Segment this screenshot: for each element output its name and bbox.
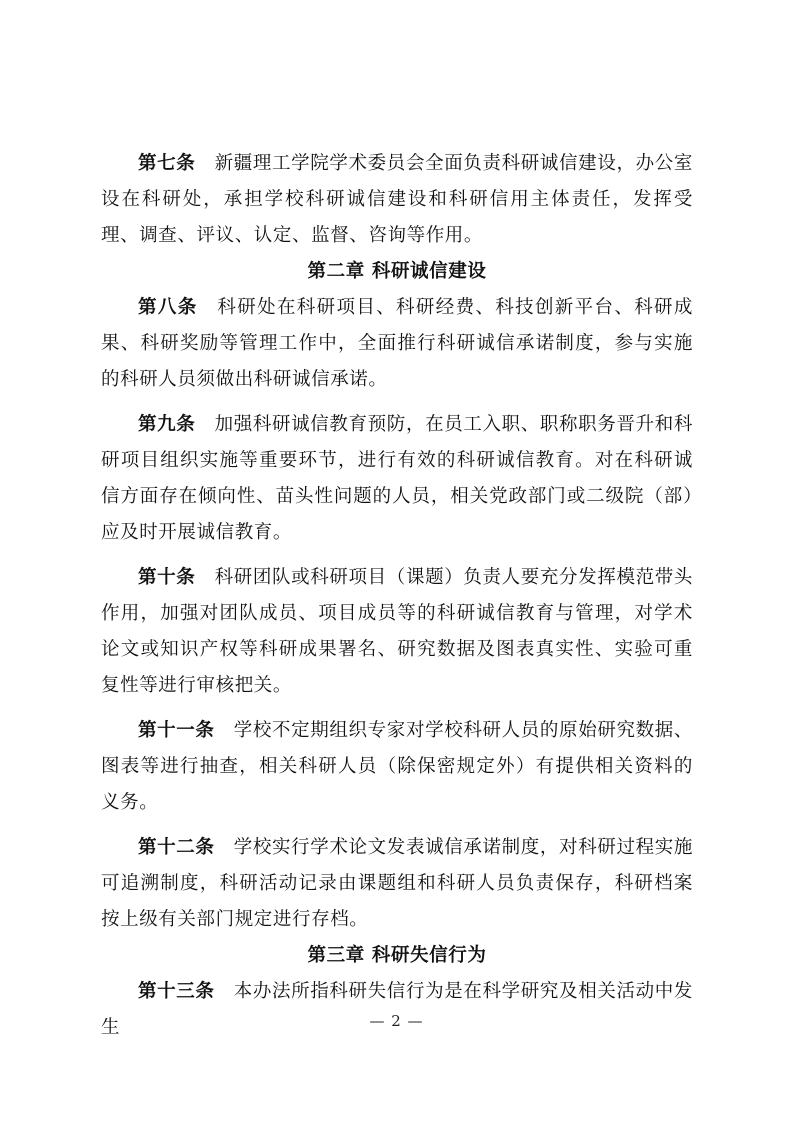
- article-13: [101, 974, 693, 1046]
- article-11: [101, 713, 693, 821]
- article-label: 第七条: [138, 153, 196, 174]
- article-text: 本办法所指科研失信行为是在科学研究及相关活动中发生: [101, 981, 693, 1038]
- article-10: [101, 560, 693, 704]
- article-9: [101, 407, 693, 551]
- article-text: 新疆理工学院学术委员会全面负责科研诚信建设，办公室设在科研处，承担学校科研诚信建设和科研信用主体责任，发挥受理、调查、评议、认定、监督、咨询等作用。: [101, 153, 693, 246]
- article-label: 第十三条: [138, 981, 215, 1002]
- chapter-heading: 第二章 科研诚信建设: [307, 261, 487, 282]
- article-8: [101, 290, 693, 398]
- article-text: 加强科研诚信教育预防，在员工入职、职称职务晋升和科研项目组织实施等重要环节，进行有效的科研诚信教育。对在科研诚信方面存在倾向性、苗头性问题的人员，相关党政部门或二级院（部）应及时开展诚信教育。: [101, 414, 693, 543]
- article-text: 学校不定期组织专家对学校科研人员的原始研究数据、图表等进行抽查，相关科研人员（除保密规定外）有提供相关资料的义务。: [101, 720, 693, 813]
- chapter-heading: 第三章 科研失信行为: [307, 945, 487, 966]
- article-12: [101, 830, 693, 938]
- article-text: 学校实行学术论文发表诚信承诺制度，对科研过程实施可追溯制度，科研活动记录由课题组和科研人员负责保存，科研档案按上级有关部门规定进行存档。: [101, 837, 693, 930]
- article-label: 第八条: [138, 297, 198, 318]
- article-text: 科研处在科研项目、科研经费、科技创新平台、科研成果、科研奖励等管理工作中，全面推行科研诚信承诺制度，参与实施的科研人员须做出科研诚信承诺。: [101, 297, 693, 390]
- article-label: 第九条: [138, 414, 196, 435]
- article-label: 第十一条: [138, 720, 215, 741]
- article-label: 第十二条: [138, 837, 215, 858]
- document-body: [101, 146, 693, 1046]
- article-label: 第十条: [138, 567, 196, 588]
- article-7: [101, 146, 693, 254]
- page-number: — 2 —: [369, 1012, 424, 1030]
- article-text: 科研团队或科研项目（课题）负责人要充分发挥模范带头作用，加强对团队成员、项目成员等的科研诚信教育与管理，对学术论文或知识产权等科研成果署名、研究数据及图表真实性、实验可重复性等进行审核把关。: [101, 567, 693, 696]
